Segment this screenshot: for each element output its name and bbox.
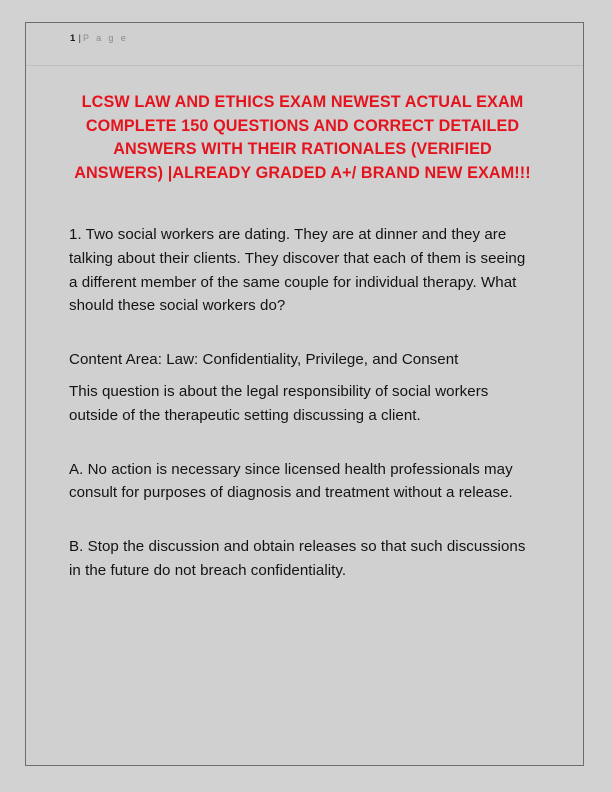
page-header-line <box>70 33 583 44</box>
content-area-line: Content Area: Law: Confidentiality, Privilege, and Consent <box>69 351 459 369</box>
choice-b: B. Stop the discussion and obtain releases so that such discussions in the future do not breach confidentiality. <box>69 538 526 579</box>
page-number: 1 <box>70 33 76 44</box>
question-stem: 1. Two social workers are dating. They are at dinner and they are talking about their clients. They discover that each of them is seeing a different member of the same couple for individual therapy. What should these social workers do? <box>69 226 526 315</box>
choice-a: A. No action is necessary since licensed health professionals may consult for purposes of diagnosis and treatment without a release. <box>69 460 513 502</box>
question-rationale: This question is about the legal responsibility of social workers outside of the therapeutic setting discussing a client. <box>69 382 489 424</box>
spacer <box>69 318 536 348</box>
page-header-separator: | <box>78 33 81 44</box>
page-header <box>26 23 583 57</box>
spacer <box>69 428 536 458</box>
spacer <box>69 185 536 223</box>
page-header-label: P a g e <box>82 33 129 43</box>
header-divider <box>26 65 583 66</box>
spacer <box>69 505 536 535</box>
document-body <box>69 71 536 583</box>
document-title: LCSW LAW AND ETHICS EXAM NEWEST ACTUAL EXAM COMPLETE 150 QUESTIONS AND CORRECT DETAILED ANSWERS WITH THEIR RATIONALES (VERIFIED ANSWERS) |ALREADY GRADED A+/ BRAND NEW EXAM!!! <box>74 93 531 182</box>
document-page <box>25 22 584 766</box>
spacer <box>69 372 536 380</box>
